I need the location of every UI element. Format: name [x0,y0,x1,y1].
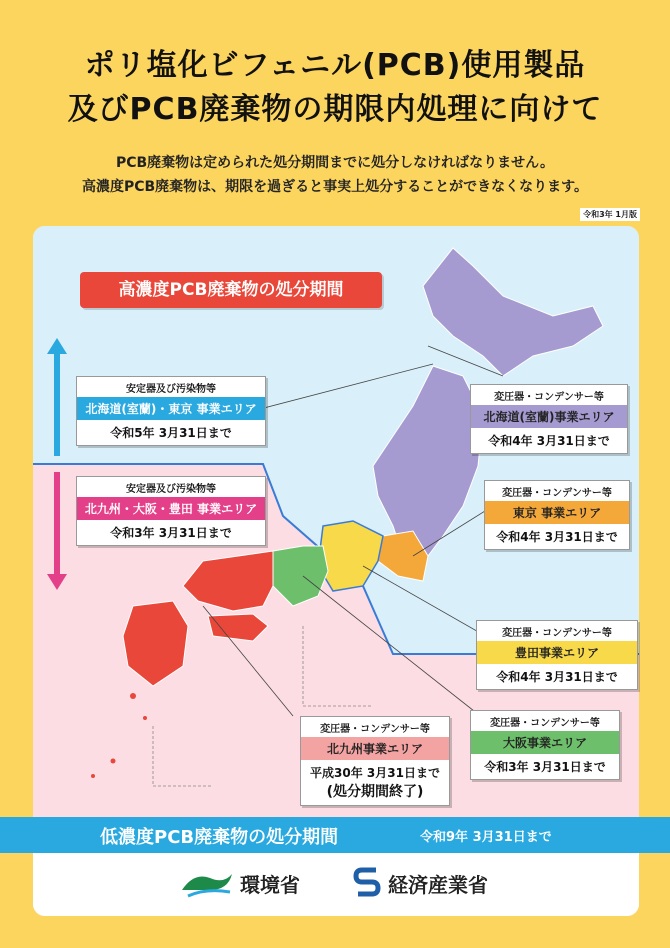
map-background [33,226,639,916]
box-area: 北九州・大阪・豊田 事業エリア [77,497,265,520]
box-deadline-note: (処分期間終了) [326,784,424,800]
high-concentration-header: 高濃度PCB廃棄物の処分期間 [80,272,382,308]
box-heading: 変圧器・コンデンサー等 [320,724,430,735]
box-area: 大阪事業エリア [471,731,619,754]
box-area: 北海道(室蘭)事業エリア [471,405,627,428]
title-line-2: 及びPCB廃棄物の期限内処理に向けて [67,92,603,127]
map-panel [33,226,639,916]
box-area: 東京 事業エリア [485,501,629,524]
subtitle-line-2: 高濃度PCB廃棄物は、期限を過ぎると事実上処分することができなくなります。 [81,179,589,195]
box-deadline: 令和4年 3月31日まで [488,434,610,448]
stabilizer-box-kitakyushu-osaka-toyota [76,476,266,546]
subtitle-line-1: PCB廃棄物は定められた処分期間までに処分しなければなりません。 [115,155,555,171]
box-heading: 変圧器・コンデンサー等 [502,488,612,499]
meti-emblem-icon [352,866,382,900]
moe-logo [180,866,300,900]
meti-logo [352,866,488,900]
transformer-box-tokyo [484,480,630,550]
meti-name: 経済産業省 [388,872,488,897]
box-area: 北九州事業エリア [301,737,449,760]
box-area: 豊田事業エリア [477,641,637,664]
moe-emblem-icon [180,868,234,898]
box-area: 北海道(室蘭)・東京 事業エリア [77,397,265,420]
transformer-box-toyota [476,620,638,690]
moe-name: 環境省 [240,872,300,897]
box-deadline: 令和4年 3月31日まで [496,530,618,544]
transformer-box-osaka [470,710,620,780]
box-heading: 安定器及び汚染物等 [126,484,216,495]
box-deadline: 令和3年 3月31日まで [484,760,606,774]
transformer-box-hokkaido [470,384,628,454]
box-deadline: 令和4年 3月31日まで [496,670,618,684]
edition-label: 令和3年 1月版 [580,208,640,221]
box-heading: 変圧器・コンデンサー等 [502,628,612,639]
stabilizer-box-hokkaido-tokyo [76,376,266,446]
box-heading: 変圧器・コンデンサー等 [494,392,604,403]
box-deadline: 令和3年 3月31日まで [110,526,232,540]
low-concentration-deadline: 令和9年 3月31日まで [420,830,552,845]
low-concentration-band [0,817,670,853]
transformer-box-kitakyushu [300,716,450,806]
low-concentration-label: 低濃度PCB廃棄物の処分期間 [100,827,339,848]
box-deadline: 令和5年 3月31日まで [110,426,232,440]
title-line-1: ポリ塩化ビフェニル(PCB)使用製品 [84,48,586,83]
box-heading: 安定器及び汚染物等 [126,384,216,395]
box-heading: 変圧器・コンデンサー等 [490,718,600,729]
box-deadline: 平成30年 3月31日まで [310,766,440,780]
